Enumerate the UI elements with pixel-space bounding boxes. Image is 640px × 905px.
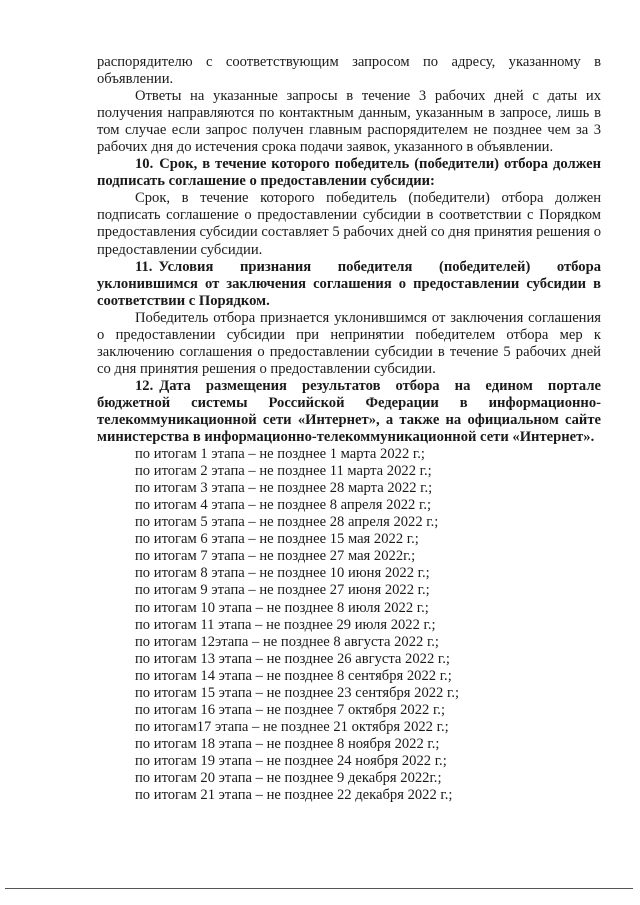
list-item: по итогам 19 этапа – не позднее 24 ноября 2022 г.; [135, 752, 447, 769]
heading-text-12: Дата размещения результатов отбора на едином портале бюджетной системы Российской Федерации в информационно-телекоммуникационной сети «Интернет», а также на официальном сайте министерства в информационно-телекоммуникационной сети «Интернет». [97, 377, 601, 446]
heading-section-11 [97, 259, 601, 310]
list-item: по итогам 8 этапа – не позднее 10 июня 2022 г.; [135, 565, 430, 582]
list-item: по итогам 16 этапа – не позднее 7 октября 2022 г.; [135, 701, 446, 718]
heading-section-12 [97, 378, 601, 446]
heading-number-10: 10. [135, 156, 154, 173]
list-item: по итогам 5 этапа – не позднее 28 апреля 2022 г.; [135, 514, 439, 531]
list-item: по итогам 6 этапа – не позднее 15 мая 2022 г.; [135, 531, 419, 548]
paragraph-evasion-conditions: Победитель отбора признается уклонившимся от заключения соглашения о предоставлении субсидии при непринятии победителем отбора мер к заключению соглашения о предоставлении субсидии в течение 5 рабочих дней со дня принятия решения о предоставлении субсидии. [97, 309, 601, 377]
list-item: по итогам 9 этапа – не позднее 27 июня 2022 г.; [135, 582, 430, 599]
list-item: по итогам 1 этапа – не позднее 1 марта 2022 г.; [135, 446, 425, 463]
list-item: по итогам 18 этапа – не позднее 8 ноября 2022 г.; [135, 735, 440, 752]
page-bottom-divider [5, 888, 633, 889]
list-item: по итогам 7 этапа – не позднее 27 мая 2022г.; [135, 548, 416, 565]
list-item: по итогам 13 этапа – не позднее 26 августа 2022 г.; [135, 650, 450, 667]
stage-deadline-list [97, 446, 601, 804]
list-item: по итогам 3 этапа – не позднее 28 марта 2022 г.; [135, 480, 433, 497]
paragraph-response-terms: Ответы на указанные запросы в течение 3 рабочих дней с даты их получения направляются по контактным данным, указанным в запросе, лишь в том случае если запрос получен главным распорядителем не позднее чем за 3 рабочих дня до истечения срока подачи заявок, указанного в объявлении. [97, 88, 601, 156]
document-page [97, 54, 601, 804]
heading-text-11: Условия признания победителя (победителей) отбора уклонившимся от заключения соглашения о предоставлении субсидии в соответствии с Порядком. [97, 258, 601, 309]
heading-section-10 [97, 156, 601, 190]
heading-text-10: Срок, в течение которого победитель (победители) отбора должен подписать соглашение о предоставлении субсидии: [97, 156, 601, 190]
list-item: по итогам 15 этапа – не позднее 23 сентября 2022 г.; [135, 684, 460, 701]
paragraph-request-address: распорядителю с соответствующим запросом по адресу, указанному в объявлении. [97, 54, 601, 88]
paragraph-signing-term: Срок, в течение которого победитель (победители) отбора должен подписать соглашение о предоставлении субсидии в соответствии с Порядком предоставления субсидии составляет 5 рабочих дней со дня принятия решения о предоставлении субсидии. [97, 190, 601, 258]
list-item: по итогам 10 этапа – не позднее 8 июля 2022 г.; [135, 599, 429, 616]
list-item: по итогам 21 этапа – не позднее 22 декабря 2022 г.; [135, 787, 453, 804]
list-item: по итогам 14 этапа – не позднее 8 сентября 2022 г.; [135, 667, 452, 684]
list-item: по итогам 12этапа – не позднее 8 августа 2022 г.; [135, 633, 439, 650]
list-item: по итогам17 этапа – не позднее 21 октября 2022 г.; [135, 718, 449, 735]
heading-number-12: 12. [135, 377, 154, 394]
list-item: по итогам 11 этапа – не позднее 29 июля 2022 г.; [135, 616, 436, 633]
list-item: по итогам 20 этапа – не позднее 9 декабря 2022г.; [135, 769, 442, 786]
list-item: по итогам 2 этапа – не позднее 11 марта 2022 г.; [135, 463, 432, 480]
list-item: по итогам 4 этапа – не позднее 8 апреля 2022 г.; [135, 497, 432, 514]
heading-number-11: 11. [135, 258, 153, 275]
